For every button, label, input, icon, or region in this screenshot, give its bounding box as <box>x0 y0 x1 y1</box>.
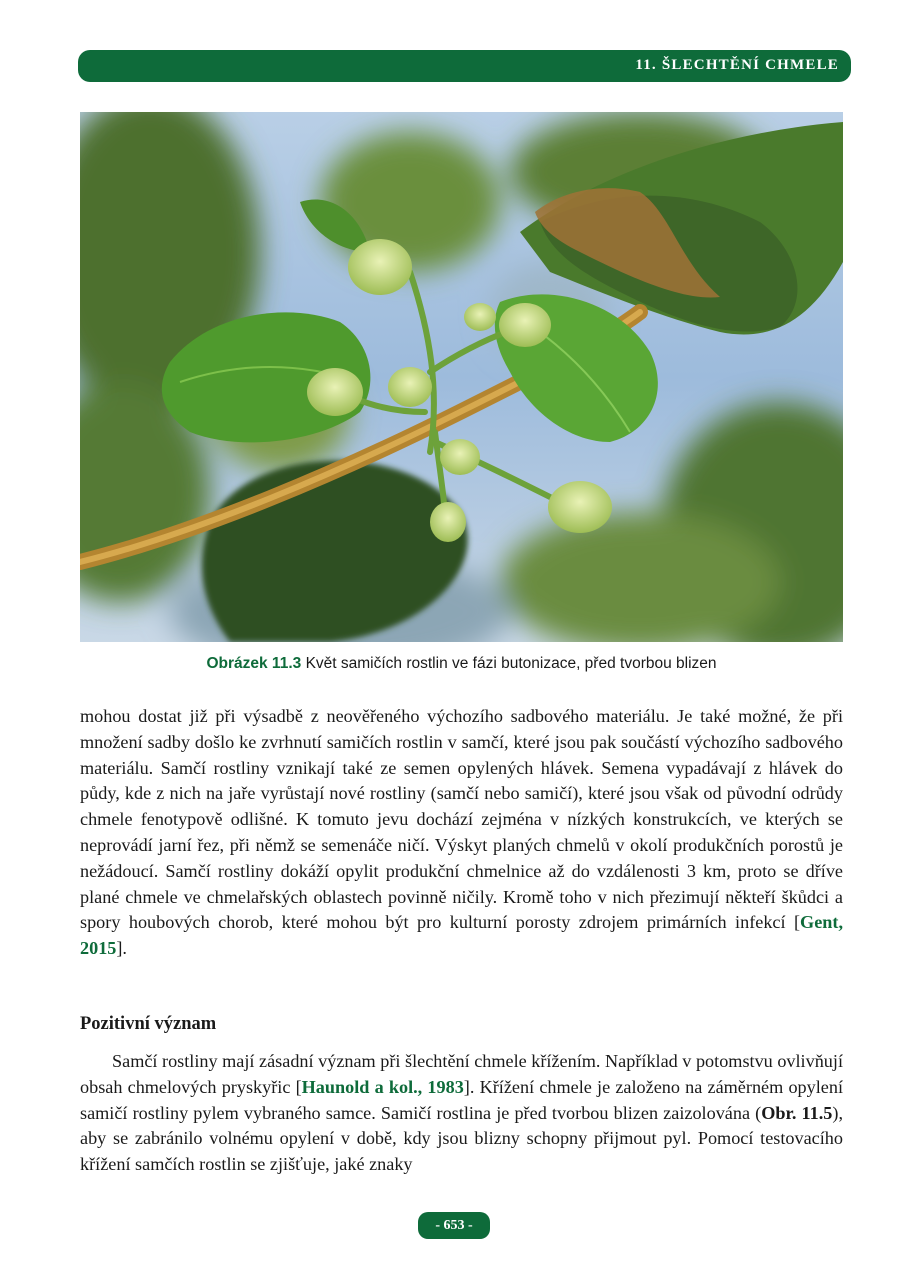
paragraph-end: ]. <box>116 938 127 959</box>
section-text-c: ), aby se zabránilo volnému opylení v době, kdy jsou blizny schopny přijmout pyl. Pomocí testovacího křížení samčích rostlin se zjišťuje, jaké znaky <box>80 1102 843 1175</box>
paragraph-continuation <box>80 704 843 962</box>
citation-link[interactable]: Gent, 2015 <box>80 912 843 959</box>
section-text-a: Samčí rostliny mají zásadní význam při šlechtění chmele křížením. Například v potomstvu ovlivňují obsah chmelových pryskyřic [ <box>80 1051 843 1097</box>
figure-label: Obrázek 11.3 <box>206 655 302 672</box>
paragraph-text: mohou dostat již při výsadbě z neověřeného výchozího sadbového materiálu. Je také možné, že při množení sadby došlo ke zvrhnutí samičích rostlin v samčí, které jsou pak součástí výchozího sadbového materiálu. Samčí rostliny vznikají také ze semen opylených hlávek. Semena vypadávají z hlávek do půdy, kde z nich na jaře vyrůstají nové rostliny (samčí nebo samičí), které jsou však od původní odrůdy chmele fenotypově odlišné. K tomuto jevu dochází zejména v nízkých konstrukcích, ve kterých se neprovádí jarní řez, při němž se semenáče ničí. Výskyt planých chmelů v okolí produkčních porostů je nežádoucí. Samčí rostliny dokáží opylit produkční chmelnice až do vzdálenosti 3 km, proto se dříve plané chmele ve chmelařských oblastech povinně ničily. Kromě toho v nich přezimují někteří škůdci a spory houbových chorob, které mohou být pro kulturní porosty zdrojem primárních infekcí [ <box>80 706 843 933</box>
section-paragraph <box>80 1049 843 1178</box>
hop-flower-photo <box>80 112 843 642</box>
page-number-badge: - 653 - <box>418 1212 490 1239</box>
citation-link[interactable]: Haunold a kol., 1983 <box>301 1076 464 1097</box>
section-text-b: ]. Křížení chmele je založeno na záměrném opylení samičí rostliny pylem vybraného samce. Samičí rostlina je před tvorbou blizen zaizolována ( <box>80 1076 843 1123</box>
chapter-title: 11. ŠLECHTĚNÍ CHMELE <box>635 57 839 73</box>
section-heading: Pozitivní význam <box>80 1014 217 1034</box>
chapter-header-bar <box>78 50 851 82</box>
figure-caption <box>80 655 843 673</box>
figure-caption-text: Květ samičích rostlin ve fázi butonizace, před tvorbou blizen <box>305 655 717 672</box>
figure-reference[interactable]: Obr. 11.5 <box>761 1102 833 1123</box>
